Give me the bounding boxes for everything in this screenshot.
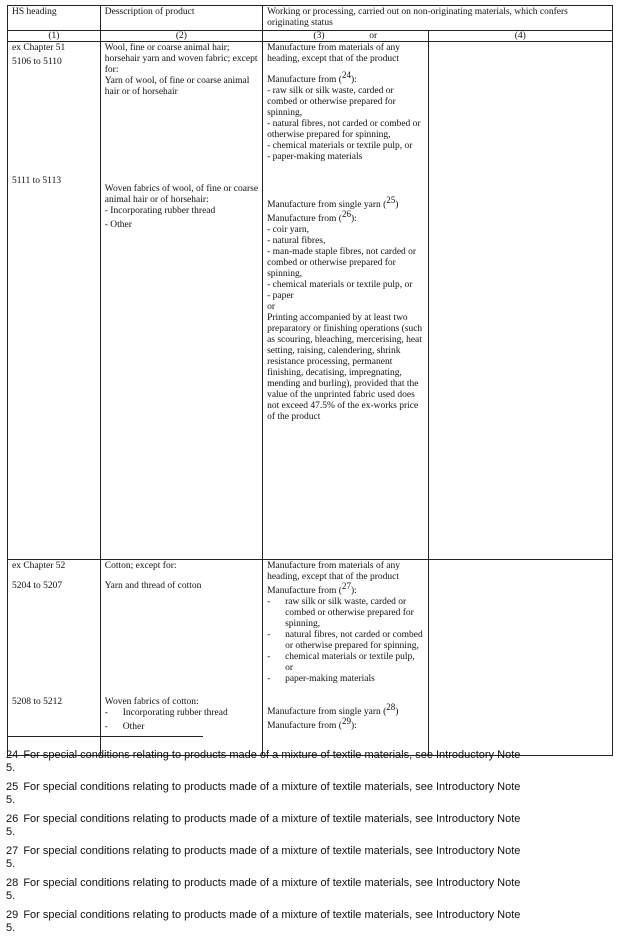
desc-5208-list	[105, 708, 258, 733]
desc-5208-rubber: Incorporating rubber thread	[122, 708, 228, 718]
rule-5204-list	[267, 597, 423, 685]
desc-5204-5207: Yarn and thread of cotton	[104, 581, 202, 591]
column-number-row	[8, 31, 613, 42]
footnotes	[6, 749, 624, 941]
footnote-number: 26	[6, 813, 19, 825]
table-row-ch51	[8, 42, 613, 560]
footnote-text: For special conditions relating to products made of a mixture of textile materials, see Introductory Note	[23, 909, 521, 921]
col-number-3-label: (3)	[313, 31, 325, 41]
hs-ex-chapter-51: ex Chapter 51	[12, 43, 66, 53]
footnote-text: For special conditions relating to products made of a mixture of textile materials, see Introductory Note	[23, 877, 521, 889]
footnote-number: 29	[6, 909, 19, 921]
rule-5208-other-close: ):	[350, 721, 357, 732]
list-item	[105, 708, 258, 719]
rule-5106-close: ):	[350, 75, 357, 86]
footnote-24	[6, 749, 624, 775]
header-hs-heading: HS heading	[8, 6, 101, 31]
desc-5208-other: Other	[122, 722, 145, 732]
list-item-text: paper-making materials	[285, 674, 375, 685]
list-item: - coir yarn,	[267, 225, 310, 236]
footnote-continuation: 5.	[6, 826, 16, 838]
footnote-text: For special conditions relating to products made of a mixture of textile materials, see Introductory Note	[23, 813, 521, 825]
hs-5106-5110: 5106 to 5110	[12, 57, 62, 67]
cell-hs-ch52	[8, 560, 101, 756]
hs-5204-5207: 5204 to 5207	[12, 581, 63, 591]
footnote-29	[6, 909, 624, 935]
list-item: - natural fibres,	[267, 236, 326, 247]
rule-5111-rubber-close: )	[395, 200, 399, 211]
footnote-ref-25: 25	[386, 195, 396, 206]
rule-5111-other-intro	[267, 209, 423, 225]
footnote-number: 28	[6, 877, 19, 889]
cell-desc-ch52	[100, 560, 262, 756]
list-item: - chemical materials or textile pulp, or	[267, 280, 413, 291]
header-description: Desscription of product	[100, 6, 262, 31]
list-item-text: raw silk or silk waste, carded or combed or otherwise prepared for spinning,	[285, 597, 414, 630]
list-item	[267, 597, 423, 630]
footnote-continuation: 5.	[6, 794, 16, 806]
origin-rules-table	[7, 5, 613, 756]
header-row	[8, 6, 613, 31]
list-item	[105, 722, 258, 733]
footnote-ref-27: 27	[341, 581, 351, 591]
footnote-separator	[7, 736, 203, 737]
rule-5208-rubber-text: Manufacture from single yarn (	[267, 707, 387, 718]
desc-ex-chapter-52: Cotton; except for:	[104, 561, 177, 571]
list-item: - paper	[267, 291, 294, 302]
list-item: - natural fibres, not carded or combed or otherwise prepared for spinning,	[267, 119, 421, 141]
list-item	[267, 652, 423, 674]
list-item: - man-made staple fibres, not carded or combed or otherwise prepared for spinning,	[267, 247, 417, 280]
footnote-text: For special conditions relating to products made of a mixture of textile materials, see Introductory Note	[23, 749, 521, 761]
footnote-ref-24: 24	[341, 70, 351, 80]
rule-5111-other-close: ):	[350, 214, 357, 225]
rule-5106-intro	[267, 70, 423, 86]
rule-5204-close: ):	[350, 586, 357, 597]
rule-5208-rubber-close: )	[395, 707, 399, 718]
cell-alt-ch51	[428, 42, 612, 560]
header-working-processing: Working or processing, carried out on non-originating materials, which confers originating status	[263, 6, 613, 31]
desc-5111-5113: Woven fabrics of wool, of fine or coarse animal hair or of horsehair:	[104, 184, 259, 205]
cell-desc-ch51	[100, 42, 262, 560]
list-dash: -	[267, 674, 271, 685]
footnote-25	[6, 781, 624, 807]
table-row-ch52	[8, 560, 613, 756]
footnote-continuation: 5.	[6, 762, 16, 774]
rule-5111-printing: Printing accompanied by at least two preparatory or finishing operations (such as scouring, bleaching, mercerising, heat setting, raising, calendering, shrink resistance processing, permanent finishing, decatising, impregnating, mending and burling), provided that the value of the unprinted fabric used does not exceed 47.5% of the ex-works price of the product	[267, 313, 423, 423]
rule-5111-rubber-text: Manufacture from single yarn (	[267, 200, 387, 211]
desc-ex-chapter-51: Wool, fine or coarse animal hair; horsehair yarn and woven fabric; except for:	[104, 43, 258, 75]
desc-5208-5212: Woven fabrics of cotton:	[104, 697, 199, 707]
list-dash: -	[104, 722, 108, 732]
footnote-27	[6, 845, 624, 871]
cell-alt-ch52	[428, 560, 612, 756]
list-dash: -	[267, 652, 271, 663]
list-item: - paper-making materials	[267, 152, 363, 163]
list-item	[267, 674, 423, 685]
footnote-26	[6, 813, 624, 839]
hs-5111-5113: 5111 to 5113	[12, 176, 62, 186]
col-number-4: (4)	[428, 31, 612, 42]
rule-5204-intro	[267, 581, 423, 597]
col-or-label: or	[369, 31, 378, 41]
footnote-text: For special conditions relating to products made of a mixture of textile materials, see Introductory Note	[23, 781, 521, 793]
rule-5111-list	[267, 225, 423, 302]
footnote-continuation: 5.	[6, 922, 16, 934]
list-item-text: chemical materials or textile pulp, or	[285, 652, 415, 674]
col-number-1: (1)	[8, 31, 101, 42]
footnote-ref-29: 29	[341, 716, 351, 727]
footnote-continuation: 5.	[6, 890, 16, 902]
hs-5208-5212: 5208 to 5212	[12, 697, 63, 707]
rule-5208-other-intro	[267, 716, 423, 732]
rule-5111-other-intro-text: Manufacture from (	[267, 214, 342, 225]
rule-ex-chapter-51: Manufacture from materials of any heading, except that of the product	[267, 43, 401, 64]
rule-ex-chapter-52: Manufacture from materials of any heading, except that of the product	[267, 561, 401, 582]
footnote-ref-28: 28	[386, 702, 396, 713]
footnote-number: 25	[6, 781, 19, 793]
list-item: - raw silk or silk waste, carded or combed or otherwise prepared for spinning,	[267, 86, 396, 119]
footnote-number: 24	[6, 749, 19, 761]
hs-ex-chapter-52: ex Chapter 52	[12, 561, 66, 571]
rule-5106-list	[267, 86, 423, 163]
cell-rule-ch52	[263, 560, 428, 756]
footnote-ref-26: 26	[341, 209, 351, 220]
list-dash: -	[104, 708, 108, 718]
list-dash: -	[267, 597, 271, 608]
rule-5208-other-intro-text: Manufacture from (	[267, 721, 342, 732]
footnote-28	[6, 877, 624, 903]
rule-5204-intro-text: Manufacture from (	[267, 586, 342, 597]
desc-5111-rubber: - Incorporating rubber thread	[104, 206, 216, 216]
col-number-2: (2)	[100, 31, 262, 42]
cell-rule-ch51	[263, 42, 428, 560]
list-item: - chemical materials or textile pulp, or	[267, 141, 413, 152]
list-dash: -	[267, 630, 271, 641]
footnote-continuation: 5.	[6, 858, 16, 870]
col-number-3	[263, 31, 428, 42]
cell-hs-ch51	[8, 42, 101, 560]
rule-5106-intro-text: Manufacture from (	[267, 75, 342, 86]
list-item	[267, 630, 423, 652]
footnote-number: 27	[6, 845, 19, 857]
desc-5111-other: - Other	[104, 220, 132, 230]
desc-5106-5110: Yarn of wool, of fine or coarse animal hair or of horsehair	[104, 76, 250, 97]
footnote-text: For special conditions relating to products made of a mixture of textile materials, see Introductory Note	[23, 845, 521, 857]
list-item-text: natural fibres, not carded or combed or otherwise prepared for spinning,	[285, 630, 423, 652]
rule-5111-or: or	[267, 302, 275, 313]
